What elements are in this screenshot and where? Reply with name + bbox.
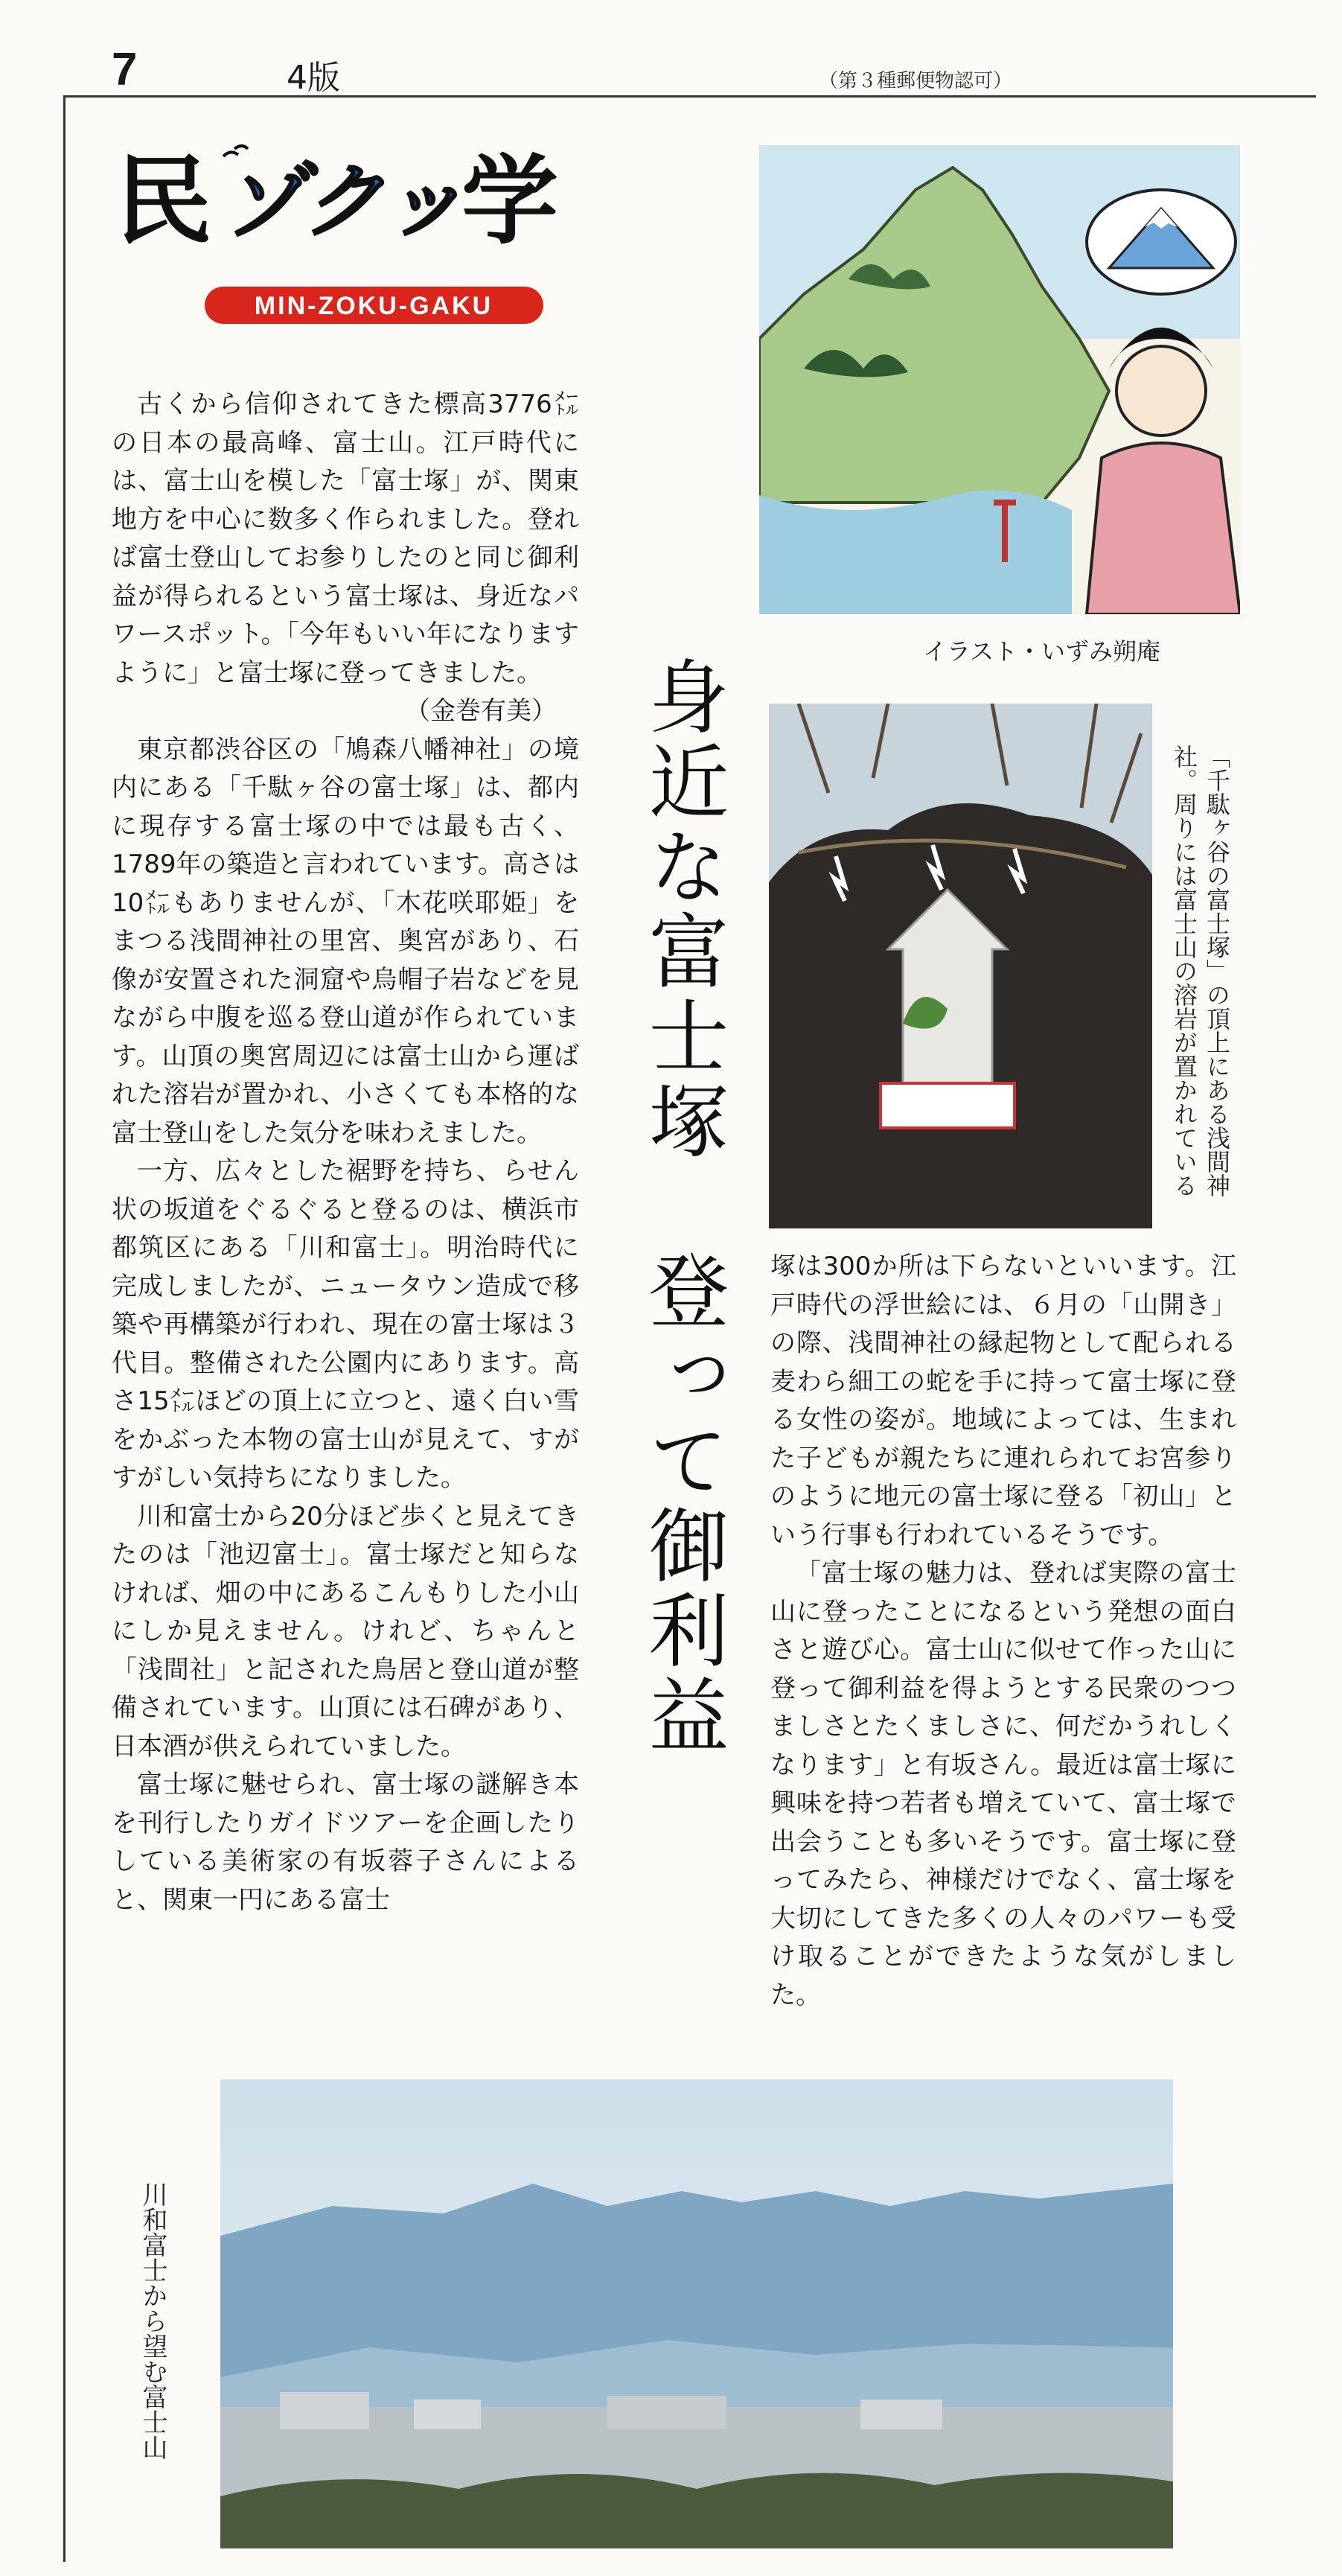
logo-title-prefix: 民 bbox=[115, 144, 213, 258]
article-right-column bbox=[770, 1248, 1236, 2015]
logo-subtitle: MIN-ZOKU-GAKU bbox=[254, 292, 493, 320]
shrine-photo-caption: 「千駄ヶ谷の富士塚」の頂上にある浅間神社。周りには富士山の溶岩が置かれている bbox=[1170, 745, 1231, 1197]
article-paragraph: 塚は300か所は下らないといいます。江戸時代の浮世絵には、６月の「山開き」の際、浅間神社の縁起物として配られる麦わら細工の蛇を手に持って富士塚に登る女性の姿が。地域によっては、生まれた子どもが親たちに連れられてお宮参りのように地元の富士塚に登る「初山」という行事も行われているそうです。 bbox=[770, 1252, 1236, 1550]
article-paragraph: 東京都渋谷区の「鳩森八幡神社」の境内にある「千駄ヶ谷の富士塚」は、都内に現存する富士塚の中では最も古く、1789年の築造と言われています。高さは10㍍もありませんが、「木花咲耶姫」をまつる浅間神社の里宮、奥宮があり、石像が安置された洞窟や烏帽子岩などを見ながら中腹を巡る登山道が作られています。山頂の奥宮周辺には富士山から運ばれた溶岩が置かれ、小さくても本格的な富士登山をした気分を味わえました。 bbox=[112, 734, 579, 1148]
edition-label: 4版 bbox=[287, 59, 340, 97]
article-left-column bbox=[112, 386, 579, 1919]
fuji-view-photo bbox=[220, 2079, 1173, 2548]
motion-lines-icon bbox=[223, 146, 248, 156]
article-paragraph: 「富士塚の魅力は、登れば実際の富士山に登ったことになるという発想の面白さと遊び心。富士山に似せて作った山に登って御利益を得ようとする民衆のつつましさとたくましさに、何だかうれしくなります」と有坂さん。最近は富士塚に興味を持つ若者も増えていて、富士塚で出会うことも多いそうです。富士塚に登ってみたら、神様だけでなく、富士塚を大切にしてきた多くの人々のパワーも受け取ることができたような気がしました。 bbox=[770, 1558, 1236, 2010]
shrine-photo bbox=[769, 704, 1152, 1228]
article-paragraph: 富士塚に魅せられ、富士塚の謎解き本を刊行したりガイドツアーを企画したりしている美術家の有坂蓉子さんによると、関東一円にある富士 bbox=[112, 1770, 579, 1915]
column-logo bbox=[112, 134, 595, 335]
kimono-shape bbox=[1087, 443, 1240, 614]
article-paragraph: 古くから信仰されてきた標高3776㍍の日本の最高峰、富士山。江戸時代には、富士山を模した「富士塚」が、関東地方を中心に数多く作られました。登れば富士登山してお参りしたのと同じ御利益が得られるという富士塚は、身近なパワースポット。「今年もいい年になりますように」と富士塚に登ってきました。 bbox=[112, 389, 579, 688]
offering-box bbox=[881, 1083, 1015, 1128]
article-paragraph: 一方、広々とした裾野を持ち、らせん状の坂道をぐるぐると登るのは、横浜市都筑区にある「川和富士」。明治時代に完成しましたが、ニュータウン造成で移築や再構築が行われ、現在の富士塚は３代目。整備された公園内にあります。高さ15㍍ほどの頂上に立つと、遠く白い雪をかぶった本物の富士山が見えて、すがすがしい気持ちになりました。 bbox=[112, 1156, 579, 1493]
fujizuka-illustration bbox=[759, 145, 1240, 614]
postal-note: （第３種郵便物認可） bbox=[819, 70, 1013, 92]
headline: 身近な富士塚 登って御利益 bbox=[635, 655, 728, 1759]
logo-title-middle: ゾクッ bbox=[223, 156, 464, 249]
article-byline: （金巻有美） bbox=[405, 696, 557, 726]
fuji-photo-caption: 川和富士から望む富士山 bbox=[138, 2181, 167, 2460]
woman-face bbox=[1116, 346, 1206, 436]
pond-shape bbox=[759, 490, 1072, 614]
illustration-credit: イラスト・いずみ朔庵 bbox=[923, 637, 1161, 666]
page-number: 7 bbox=[112, 44, 139, 95]
article-paragraph: 川和富士から20分ほど歩くと見えてきたのは「池辺富士」。富士塚だと知らなければ、畑の中にあるこんもりした小山にしか見えません。けれど、ちゃんと「浅間社」と記された鳥居と登山道が整備されています。山頂には石碑があり、日本酒が供えられていました。 bbox=[112, 1501, 579, 1762]
logo-title-suffix: 学 bbox=[461, 144, 559, 258]
